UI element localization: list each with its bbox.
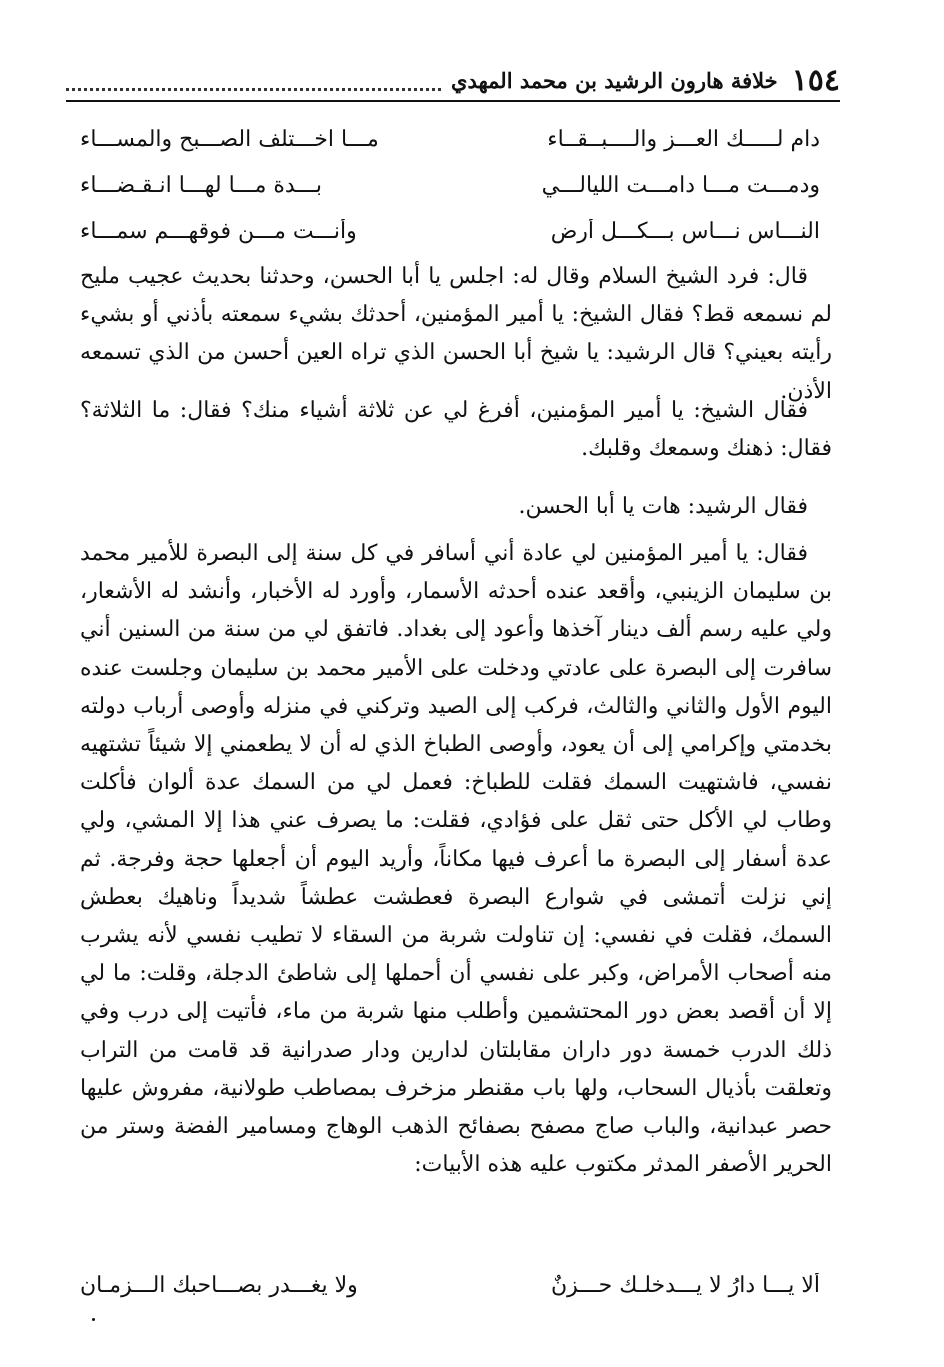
paragraph-three-things xyxy=(80,392,832,468)
verse-line xyxy=(80,116,820,162)
verse-line xyxy=(80,208,820,254)
verse-first-hemistich: ألا يـــا دارُ لا يـــدخلـك حـــزنٌ xyxy=(551,1272,820,1298)
verse-line xyxy=(80,162,820,208)
paragraph: فقال الرشيد: هات يا أبا الحسن. xyxy=(518,494,808,519)
footnote-dot xyxy=(92,1318,95,1321)
page-number: ١٥٤ xyxy=(791,62,840,98)
paragraph: فقال: يا أمير المؤمنين لي عادة أني أسافر في كل سنة إلى البصرة للأمير محمد بن سليمان الزينبي، وأقعد عنده أحدثه الأسمار، وأورد له الأخبار، وأنشد له الأشعار، ولي عليه رسم ألف دينار آخذها وأعود إلى بغداد. فاتفق لي من سنة من السنين أني سافرت إلى البصرة على عادتي ودخلت على الأمير محمد بن سليمان وجلست عنده اليوم الأول والثاني والثالث، فركب إلى الصيد وتركني في منزله وأوصى أرباب دولته بخدمتي وإكرامي إلى أن يعود، وأوصى الطباخ الذي له أن لا يطعمني إلا شيئاً تشتهيه نفسي، فاشتهيت السمك فقلت للطباخ: فعمل لي من السمك عدة ألوان فأكلت وطاب لي الأكل حتى ثقل على فؤادي، فقلت: ما يصرف عني هذا إلا المشي، ولي عدة أسفار إلى البصرة ما أعرف فيها مكاناً، وأريد اليوم أن أجعلها حجة وفرجة. ثم إني نزلت أتمشى في شوارع البصرة فعطشت عطشاً شديداً وناهيك بعطش السمك، فقلت في نفسي: إن تناولت شربة من السقاء لا تطيب نفسي لأنه يشرب منه أصحاب الأمراض، وكبر على نفسي أن أحملها إلى شاطئ الدجلة، وقلت: ما لي إلا أن أقصد بعض دور المحتشمين وأطلب منها شربة من ماء، فأتيت إلى درب وفي ذلك الدرب خمسة دور داران مقابلتان لدارين ودار صدرانية قد قامت من التراب وتعلقت بأذيال السحاب، ولها باب مقنطر مزخرف بمصاطب طولانية، مفروش عليها حصر عبدانية، والباب صاج مصفح بصفائح الذهب الوهاج ومسامير الفضة وستر من الحرير الأصفر المدثر مكتوب عليه هذه الأبيات: xyxy=(80,541,833,1178)
verse-line xyxy=(80,1262,820,1308)
paragraph: قال: فرد الشيخ السلام وقال له: اجلس يا أبا الحسن، وحدثنا بحديث عجيب مليح لم نسمعه قط؟ فقال الشيخ: يا أمير المؤمنين، أحدثك بشيء سمعته بأذني أو بشيء رأيته بعيني؟ قال الرشيد: يا شيخ أبا الحسن الذي تراه العين أحسن من الذي تسمعه الأذن. xyxy=(80,264,832,404)
dotted-leader xyxy=(66,80,441,91)
verse-second-hemistich: مـــا اخـــتلف الصـــبح والمســـاء xyxy=(80,126,379,152)
paragraph-shaikh-greeting xyxy=(80,258,832,411)
verse-second-hemistich: بـــدة مـــا لهـــا انـقـضـــاء xyxy=(80,172,322,198)
poem-block-top xyxy=(80,116,820,254)
poem-block-bottom xyxy=(80,1262,820,1308)
verse-first-hemistich: النـــاس نـــاس بـــكـــل أرض xyxy=(550,218,820,244)
paragraph-rashid-reply xyxy=(80,488,832,526)
verse-second-hemistich: وأنـــت مـــن فوقهـــم سمـــاء xyxy=(80,218,357,244)
paragraph-story xyxy=(80,535,832,1184)
running-title: خلافة هارون الرشيد بن محمد المهدي xyxy=(451,67,778,93)
page-header xyxy=(66,60,840,102)
verse-first-hemistich: ودمـــت مـــا دامـــت الليالـــي xyxy=(541,172,820,198)
verse-second-hemistich: ولا يغـــدر بصـــاحبك الـــزمـان xyxy=(80,1272,358,1298)
verse-first-hemistich: دام لـــــك العـــز والــــبــقــاء xyxy=(547,126,820,152)
paragraph: فقال الشيخ: يا أمير المؤمنين، أفرغ لي عن ثلاثة أشياء منك؟ فقال: ما الثلاثة؟ فقال: ذهنك وسمعك وقلبك. xyxy=(80,398,832,462)
